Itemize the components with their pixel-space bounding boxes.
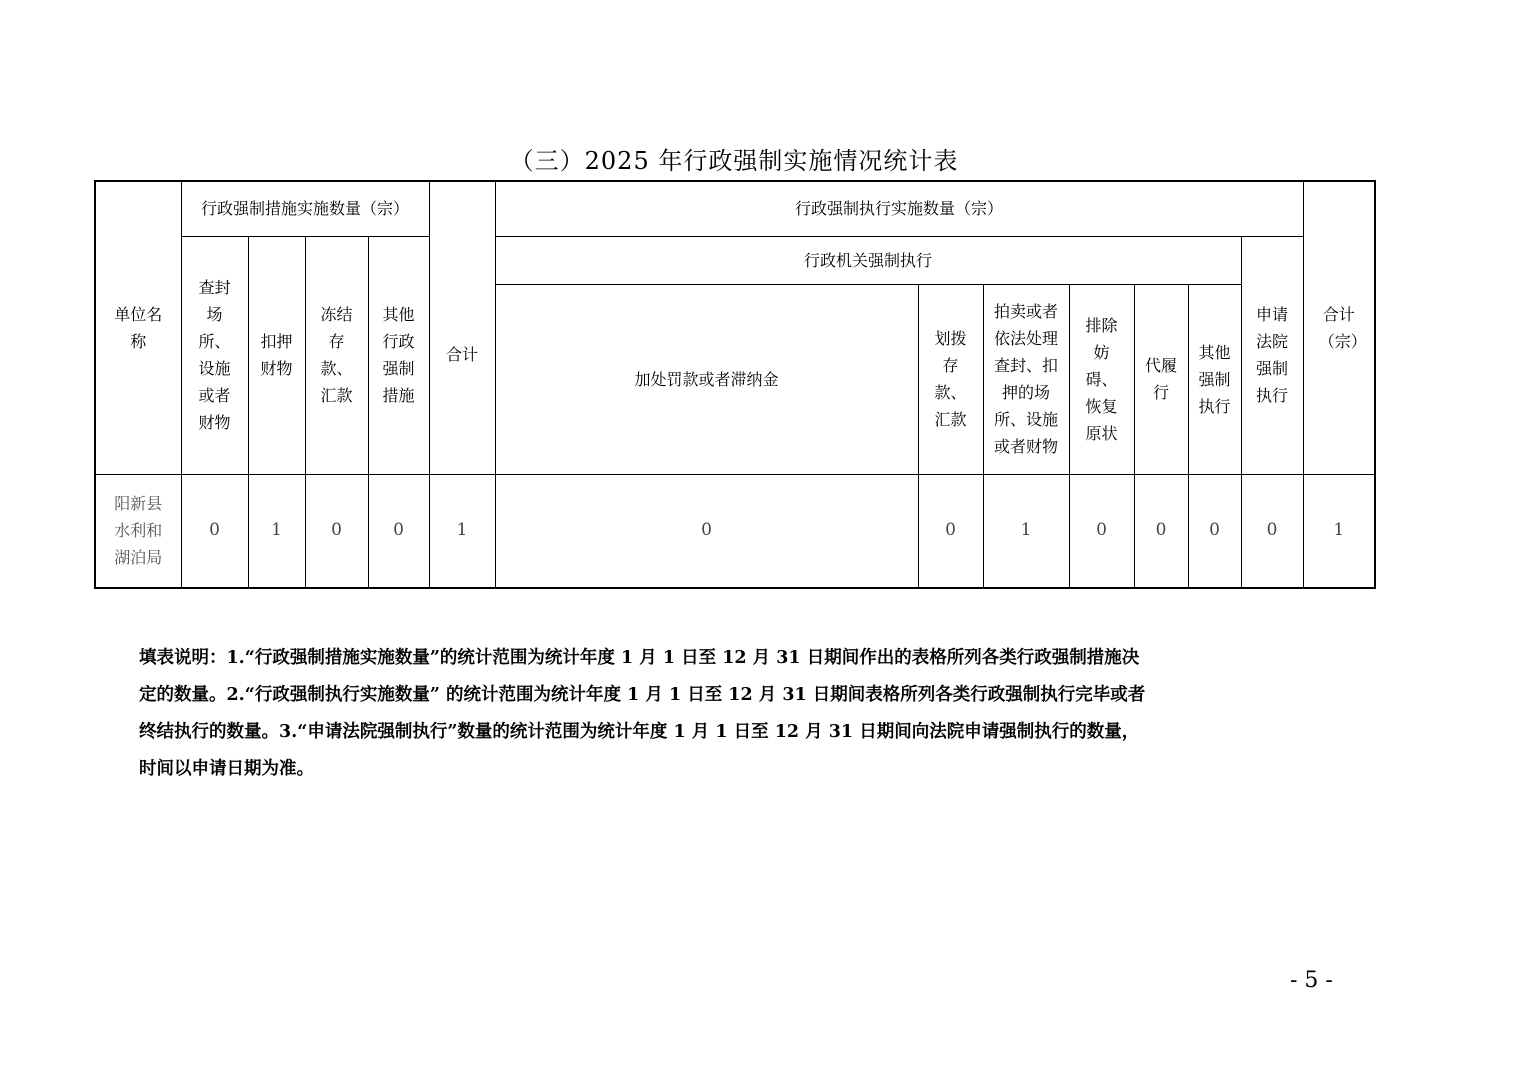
- value-cell: 0: [1069, 474, 1134, 588]
- page-number: - 5 -: [1290, 968, 1333, 993]
- value-cell: 0: [368, 474, 429, 588]
- header-measure-other: 其他行政强制措施: [368, 236, 429, 474]
- statistics-table: [94, 180, 1376, 589]
- table-notes: [139, 640, 1339, 788]
- header-measure-seize: 扣押财物: [248, 236, 305, 474]
- value-cell: 1: [248, 474, 305, 588]
- value-cell: 1: [1303, 474, 1375, 588]
- header-measure-freeze: 冻结存款、汇款: [305, 236, 368, 474]
- unit-name-cell: 阳新县水利和湖泊局: [95, 474, 181, 588]
- header-measures-total: 合计: [429, 236, 495, 474]
- value-cell: 1: [983, 474, 1069, 588]
- value-cell: 0: [305, 474, 368, 588]
- value-cell: 0: [1134, 474, 1188, 588]
- header-court-execution: 申请法院强制执行: [1241, 236, 1303, 474]
- header-exec-remove: 排除妨碍、恢复原状: [1069, 284, 1134, 474]
- value-cell: 0: [918, 474, 983, 588]
- header-exec-other: 其他强制执行: [1188, 284, 1241, 474]
- header-exec-substitute: 代履行: [1134, 284, 1188, 474]
- note-line: 终结执行的数量。3.“申请法院强制执行”数量的统计范围为统计年度 1 月 1 日至 12 月 31 日期间向法院申请强制执行的数量，: [139, 722, 1140, 742]
- page-title: （三）2025 年行政强制实施情况统计表: [509, 147, 959, 175]
- note-line: 定的数量。2.“行政强制执行实施数量” 的统计范围为统计年度 1 月 1 日至 12 月 31 日期间表格所列各类行政强制执行完毕或者: [139, 685, 1146, 705]
- value-cell: 0: [1241, 474, 1303, 588]
- note-line: 填表说明：1.“行政强制措施实施数量”的统计范围为统计年度 1 月 1 日至 12 月 31 日期间作出的表格所列各类行政强制措施决: [139, 648, 1140, 668]
- value-cell: 1: [429, 474, 495, 588]
- header-measures-total-top: [429, 181, 495, 236]
- value-cell: 0: [181, 474, 248, 588]
- value-cell: 0: [495, 474, 918, 588]
- header-exec-transfer: 划拨存款、汇款: [918, 284, 983, 474]
- header-agency-execution: 行政机关强制执行: [495, 236, 1241, 284]
- header-execution-group: 行政强制执行实施数量（宗）: [495, 181, 1303, 236]
- table-row: [95, 474, 1375, 588]
- header-measures-group: 行政强制措施实施数量（宗）: [181, 181, 429, 236]
- header-execution-total: 合计（宗）: [1303, 181, 1375, 474]
- value-cell: 0: [1188, 474, 1241, 588]
- note-line: 时间以申请日期为准。: [139, 759, 314, 779]
- header-exec-penalty: 加处罚款或者滞纳金: [495, 284, 918, 474]
- header-measure-seal: 查封场所、设施或者财物: [181, 236, 248, 474]
- header-unit-name: 单位名称: [95, 181, 181, 474]
- header-exec-auction: 拍卖或者依法处理查封、扣押的场所、设施或者财物: [983, 284, 1069, 474]
